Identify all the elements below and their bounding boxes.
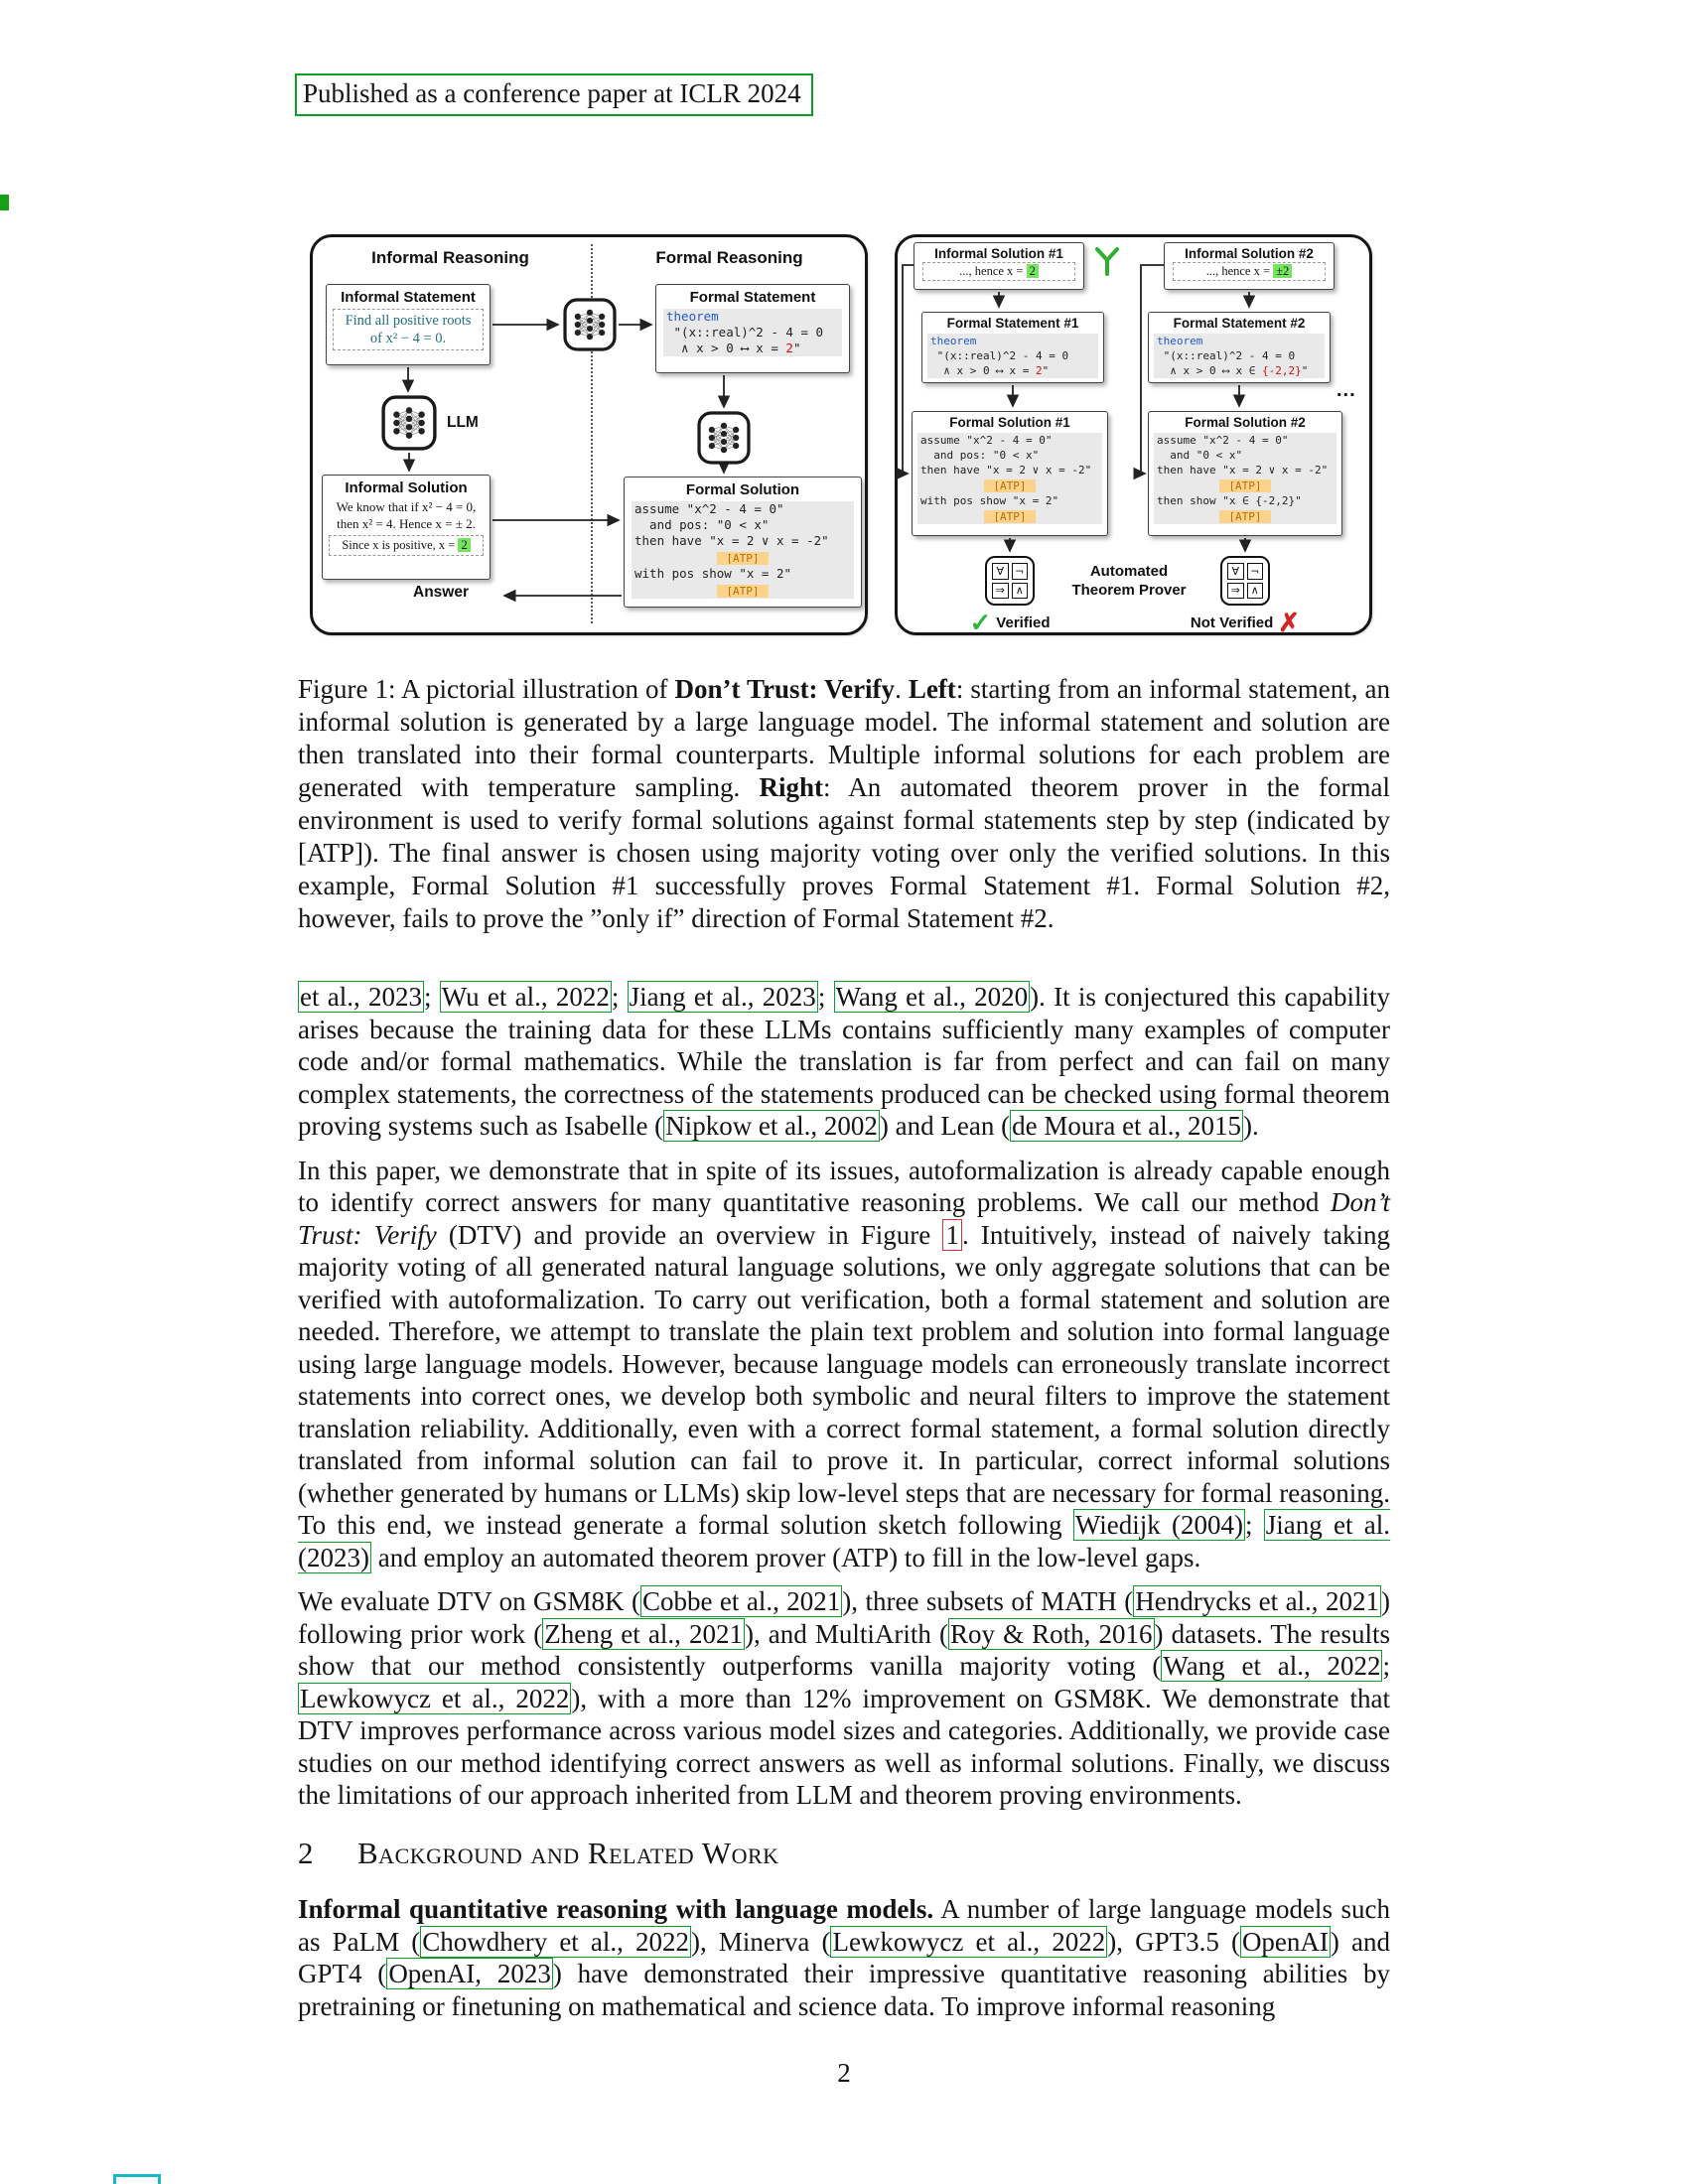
code-line: then show "x ∈ {-2,2}"	[1154, 493, 1336, 508]
text-segment: ;	[1382, 1651, 1390, 1681]
code-line: assume "x^2 - 4 = 0"	[917, 433, 1102, 448]
informal-statement-title: Informal Statement	[341, 289, 476, 306]
informal-solution-text	[323, 497, 490, 533]
informal-solution-line2: then x² = 4. Hence x = ± 2.	[337, 516, 476, 531]
text-segment: In this paper, we demonstrate that in spite of its issues, autoformalization is already capable enough to identify correct answers for many quantitative reasoning problems. We call our method	[298, 1155, 1390, 1217]
formal-solution-title: Formal Solution	[685, 481, 800, 498]
formal-statement-2-title: Formal Statement #2	[1173, 316, 1306, 331]
text-segment: : An automated theorem prover in the formal environment is used to verify formal solutions against formal statements step by step (indicated by [ATP]). The final answer is chosen using majority voting over only the verified solutions. In this example, Formal Solution #1 successfully proves Formal Statement #1. Formal Solution #2, however, fails to prove the ”only if” direction of Formal Statement #2.	[298, 772, 1390, 933]
citation-link[interactable]: Wang et al., 2020	[835, 982, 1029, 1012]
text-segment: ), with a more than 12% improvement on GSM8K. We demonstrate that DTV improves performance across various model sizes and categories. Additionally, we provide case studies on our method identifying correct answers as well as informal solutions. Finally, we discuss the limitations of our approach inherited from LLM and theorem proving environments.	[298, 1683, 1390, 1810]
citation-link[interactable]: Wu et al., 2022	[441, 982, 610, 1012]
answer-label: Answer	[413, 584, 469, 601]
formal-statement-box	[655, 284, 850, 373]
not-verified-text: Not Verified	[1190, 614, 1274, 631]
figure-ref-link[interactable]: 1	[942, 1219, 962, 1251]
formal-statement-2-code	[1154, 334, 1325, 378]
code-line: and pos: "0 < x"	[917, 448, 1102, 463]
atp-row	[1154, 478, 1336, 493]
llm-label: LLM	[447, 414, 479, 431]
code-line	[927, 363, 1098, 378]
code-line: and "0 < x"	[1154, 448, 1336, 463]
citation-link[interactable]: Hendrycks et al., 2021	[1135, 1586, 1380, 1616]
formal-statement-1-code	[927, 334, 1098, 378]
code-text: "	[1042, 364, 1050, 377]
informal-solution-box	[322, 475, 491, 580]
not-symbol: ¬	[1012, 563, 1029, 580]
text-segment: Don’t Trust: Verify	[674, 674, 896, 704]
citation-link[interactable]: et al., 2023	[300, 982, 422, 1012]
citation-link[interactable]: Wiedijk (2004)	[1074, 1510, 1244, 1540]
text-segment: ) datasets. The results show that our method consistently outperforms vanilla majority voting (	[298, 1618, 1390, 1681]
atp-row	[632, 582, 854, 599]
implies-symbol: ⇒	[992, 583, 1009, 600]
figure-caption	[298, 673, 1390, 935]
atp-row	[917, 508, 1102, 524]
code-text: ∧ x > 0 ⟷ x =	[930, 364, 1036, 377]
atp-row	[632, 549, 854, 566]
formal-solution-1-code	[917, 433, 1102, 524]
verified-label	[935, 608, 1084, 637]
code-keyword: theorem	[663, 309, 842, 325]
text-segment: Right	[759, 772, 824, 802]
code-text: ∧ x > 0 ⟷ x =	[666, 341, 786, 355]
atp-badge: [ATP]	[984, 479, 1035, 492]
theorem-prover-icon	[1220, 556, 1270, 606]
llm-translate-icon	[697, 411, 751, 465]
implies-symbol: ⇒	[1227, 583, 1244, 600]
verified-text: Verified	[996, 614, 1051, 631]
formal-statement-2-box	[1148, 312, 1331, 383]
not-verified-label	[1166, 608, 1325, 637]
code-line: assume "x^2 - 4 = 0"	[1154, 433, 1336, 448]
atp-badge: [ATP]	[717, 585, 768, 598]
informal-solution-1-text	[922, 262, 1075, 281]
page-number: 2	[837, 2058, 851, 2088]
more-solutions-ellipsis: ...	[1336, 379, 1356, 401]
formal-solution-2-title: Formal Solution #2	[1185, 415, 1306, 430]
formal-solution-1-box	[912, 411, 1108, 536]
atp-label	[1050, 562, 1208, 600]
body-paragraph-1	[298, 981, 1390, 1143]
llm-icon	[381, 395, 437, 451]
informal-solution-2-box	[1164, 242, 1335, 290]
atp-badge: [ATP]	[717, 552, 768, 565]
llm-translate-icon	[563, 298, 617, 351]
citation-link[interactable]: Lewkowycz et al., 2022	[832, 1926, 1106, 1957]
atp-label-line1: Automated	[1089, 563, 1169, 580]
answer-highlight: 2	[458, 538, 470, 552]
section-heading	[298, 1835, 1390, 1870]
text-segment: A number of large language models such as PaLM (	[298, 1894, 1391, 1957]
text-segment: ) and Lean (	[879, 1111, 1011, 1141]
forall-symbol: ∀	[1227, 563, 1244, 580]
answer-line-text: ..., hence x =	[1205, 264, 1274, 278]
atp-row	[917, 478, 1102, 493]
header-banner	[295, 73, 813, 116]
text-segment: ), and MultiArith (	[744, 1618, 948, 1649]
theorem-prover-icon	[985, 556, 1035, 606]
atp-badge: [ATP]	[1219, 479, 1270, 492]
text-segment: Informal quantitative reasoning with language models.	[298, 1894, 934, 1924]
text-segment: ).	[1243, 1111, 1259, 1141]
code-text: "	[1301, 364, 1309, 377]
code-line: "(x::real)^2 - 4 = 0	[1154, 348, 1325, 363]
not-symbol: ¬	[1247, 563, 1264, 580]
informal-solution-1-title: Informal Solution #1	[934, 246, 1063, 261]
text-segment: ), GPT3.5 (	[1107, 1926, 1240, 1957]
citation-link[interactable]: Cobbe et al., 2021	[641, 1586, 841, 1616]
code-text: "	[792, 341, 801, 355]
informal-solution-answer-line	[329, 535, 484, 556]
citation-link[interactable]: Wang et al., 2022	[1163, 1651, 1381, 1681]
cross-icon: ✗	[1278, 608, 1301, 637]
body-paragraph-2	[298, 1155, 1390, 1574]
formal-statement-1-box	[921, 312, 1104, 383]
code-line: "(x::real)^2 - 4 = 0	[663, 325, 842, 341]
code-keyword: theorem	[927, 334, 1098, 348]
atp-label-line2: Theorem Prover	[1071, 582, 1187, 599]
text-segment: Don’t Trust: Verify	[298, 1187, 1390, 1250]
text-segment: Left	[908, 674, 956, 704]
code-keyword: theorem	[1154, 334, 1325, 348]
informal-solution-line1: We know that if x² − 4 = 0,	[336, 499, 477, 514]
citation-link[interactable]: Nipkow et al., 2002	[665, 1111, 878, 1141]
text-segment: (DTV) and provide an overview in Figure	[436, 1219, 943, 1250]
citation-link[interactable]: Chowdhery et al., 2022	[422, 1926, 690, 1957]
citation-link[interactable]: Jiang et al. (2023)	[298, 1510, 1390, 1572]
text-segment: .	[895, 674, 909, 704]
atp-badge: [ATP]	[1219, 510, 1270, 523]
text-segment: ;	[611, 982, 628, 1012]
formal-solution-2-code	[1154, 433, 1336, 524]
informal-solution-1-box	[914, 242, 1084, 290]
answer-line-text: Since x is positive, x =	[342, 538, 459, 552]
formal-statement-code	[663, 309, 842, 356]
text-segment: ), Minerva (	[691, 1926, 831, 1957]
informal-solution-2-text	[1173, 262, 1326, 281]
code-line	[1154, 363, 1325, 378]
formal-solution-1-title: Formal Solution #1	[949, 415, 1070, 430]
sampling-branch-icon	[1094, 246, 1120, 276]
text-segment: Figure 1: A pictorial illustration of	[298, 674, 675, 704]
citation-link[interactable]: Jiang et al., 2023	[629, 982, 816, 1012]
code-answer: {-2,2}	[1261, 364, 1302, 377]
code-line: then have "x = 2 ∨ x = -2"	[632, 533, 854, 549]
check-icon: ✓	[969, 608, 992, 637]
answer-highlight: ±2	[1273, 264, 1292, 278]
citation-link[interactable]: OpenAI, 2023	[388, 1959, 551, 1988]
text-segment: : starting from an informal statement, an informal solution is generated by a large language model. The informal statement and solution are then translated into their formal counterparts. Multiple informal solutions for each problem are generated with temperature sampling.	[298, 674, 1391, 802]
section-title: Background and Related Work	[357, 1835, 779, 1870]
section-number: 2	[298, 1835, 314, 1870]
informal-statement-line1: Find all positive roots	[345, 313, 472, 329]
code-line	[663, 341, 842, 356]
citation-link[interactable]: Zheng et al., 2021	[544, 1618, 743, 1649]
text-segment: . Intuitively, instead of naively taking majority voting of all generated natural language solutions, we only aggregate solutions that can be verified with autoformalization. To carry out verification, both a formal statement and solution are needed. Therefore, we attempt to translate the plain text problem and solution into formal language using large language models. However, because language models can erroneously translate incorrect statements into correct ones, we develop both symbolic and neural filters to improve the statement translation reliability. Additionally, even with a correct formal statement, a formal solution directly translated from informal solution can fail to prove it. In particular, correct informal solutions (whether generated by humans or LLMs) skip low-level steps that are necessary for formal reasoning. To this end, we instead generate a formal solution sketch following	[298, 1219, 1391, 1540]
atp-badge: [ATP]	[984, 510, 1035, 523]
formal-reasoning-label: Formal Reasoning	[655, 248, 803, 267]
code-line: then have "x = 2 ∨ x = -2"	[917, 463, 1102, 478]
page-edge-link-artifact	[0, 195, 9, 210]
text-segment: and employ an automated theorem prover (ATP) to fill in the low-level gaps.	[370, 1542, 1201, 1572]
atp-row	[1154, 508, 1336, 524]
informal-statement-text	[333, 309, 484, 350]
code-line: with pos show "x = 2"	[917, 493, 1102, 508]
text-segment: ;	[423, 982, 440, 1012]
text-segment: ) following prior work (	[298, 1586, 1391, 1649]
informal-solution-2-title: Informal Solution #2	[1185, 246, 1314, 261]
citation-link[interactable]: de Moura et al., 2015	[1012, 1111, 1242, 1141]
informal-reasoning-label: Informal Reasoning	[371, 248, 529, 267]
text-segment: ;	[817, 982, 834, 1012]
code-answer: 2	[785, 341, 793, 355]
formal-solution-box	[624, 477, 862, 608]
and-symbol: ∧	[1012, 583, 1029, 600]
code-line: and pos: "0 < x"	[632, 517, 854, 533]
text-segment: ) and GPT4 (	[298, 1926, 1391, 1988]
forall-symbol: ∀	[992, 563, 1009, 580]
page-bottom-link-artifact	[113, 2174, 161, 2184]
informal-statement-box	[326, 284, 491, 365]
code-line: with pos show "x = 2"	[632, 566, 854, 582]
code-text: ∧ x > 0 ⟷ x ∈	[1157, 364, 1262, 377]
and-symbol: ∧	[1247, 583, 1264, 600]
text-segment: ). It is conjectured this capability arises because the training data for these LLMs contains sufficiently many examples of computer code and/or formal mathematics. While the translation is far from perfect and can fail on many complex statements, the correctness of the statements produced can be checked using formal theorem proving systems such as Isabelle (	[298, 982, 1390, 1141]
formal-statement-title: Formal Statement	[689, 289, 816, 306]
code-line: then have "x = 2 ∨ x = -2"	[1154, 463, 1336, 478]
informal-solution-title: Informal Solution	[345, 479, 468, 496]
informal-statement-line2: of x² − 4 = 0.	[369, 331, 447, 346]
formal-solution-code	[632, 501, 854, 599]
answer-highlight: 2	[1027, 264, 1039, 278]
formal-solution-2-box	[1148, 411, 1342, 536]
body-paragraph-3	[298, 1585, 1390, 1812]
code-line: "(x::real)^2 - 4 = 0	[927, 348, 1098, 363]
text-segment: ) have demonstrated their impressive quantitative reasoning abilities by pretraining or finetuning on mathematical and science data. To improve informal reasoning	[298, 1959, 1391, 2021]
formal-statement-1-title: Formal Statement #1	[946, 316, 1079, 331]
citation-link[interactable]: Lewkowycz et al., 2022	[300, 1683, 570, 1713]
code-line: assume "x^2 - 4 = 0"	[632, 501, 854, 517]
text-segment: ), three subsets of MATH (	[842, 1586, 1134, 1616]
header-text: Published as a conference paper at ICLR 2024	[303, 78, 801, 108]
text-segment: ;	[1245, 1510, 1264, 1540]
citation-link[interactable]: Roy & Roth, 2016	[949, 1618, 1153, 1649]
code-answer: 2	[1035, 364, 1043, 377]
answer-line-text: ..., hence x =	[959, 264, 1027, 278]
citation-link[interactable]: OpenAI	[1241, 1926, 1329, 1957]
body-paragraph-4	[298, 1893, 1390, 2022]
text-segment: We evaluate DTV on GSM8K (	[298, 1586, 640, 1616]
figure-1	[298, 232, 1390, 651]
body-text	[298, 981, 1390, 2034]
